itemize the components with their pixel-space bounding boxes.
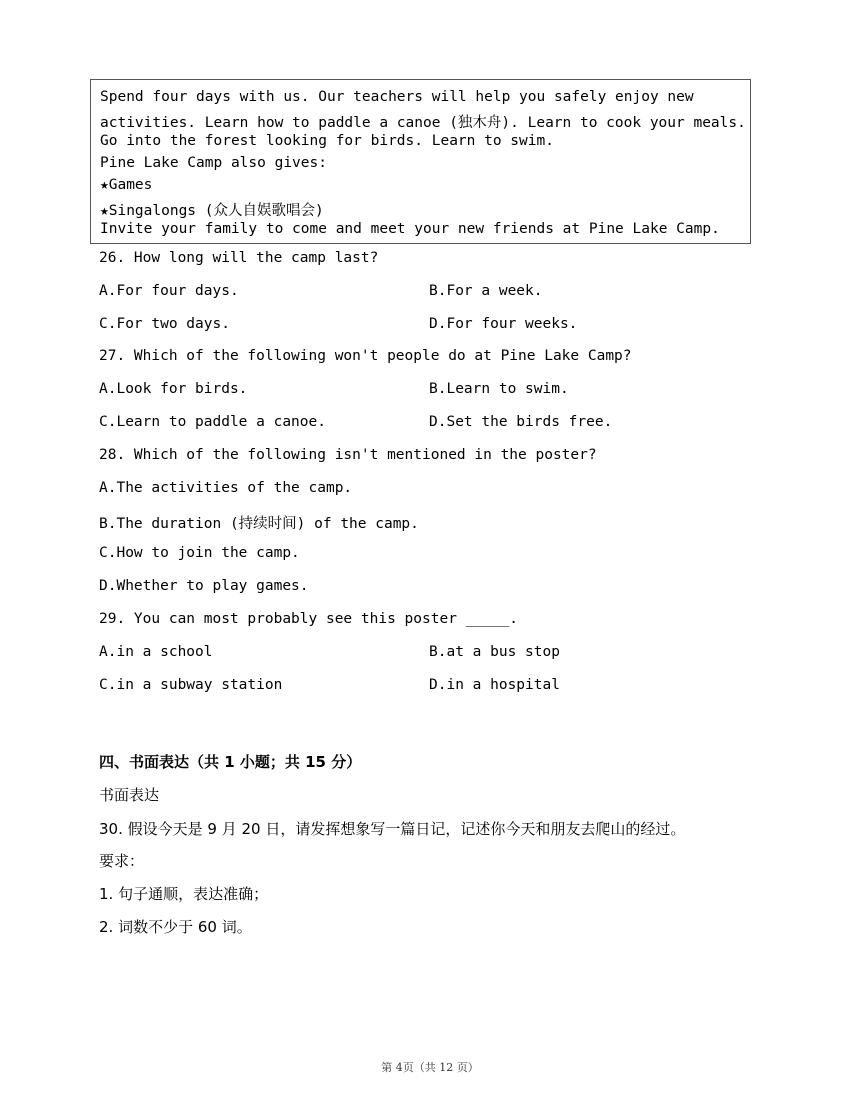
passage-line: Go into the forest looking for birds. Learn to swim. [100, 133, 554, 149]
q28-option-b: B.The duration (持续时间) of the camp. [99, 516, 419, 532]
writing-prompt: 30. 假设今天是 9 月 20 日，请发挥想象写一篇日记，记述你今天和朋友去爬山的经过。 [99, 820, 686, 838]
requirement-item: 1. 句子通顺，表达准确； [99, 885, 269, 903]
q26-option-b: B.For a week. [429, 283, 543, 299]
q27-option-b: B.Learn to swim. [429, 381, 569, 397]
section-title: 四、书面表达（共 1 小题；共 15 分） [99, 753, 362, 771]
q27-option-c: C.Learn to paddle a canoe. [99, 414, 326, 430]
q27-option-d: D.Set the birds free. [429, 414, 613, 430]
q29-option-d: D.in a hospital [429, 677, 560, 693]
question-26-stem: 26. How long will the camp last? [99, 250, 379, 266]
q26-option-c: C.For two days. [99, 316, 230, 332]
q29-option-b: B.at a bus stop [429, 644, 560, 660]
requirement-item: 2. 词数不少于 60 词。 [99, 918, 252, 936]
q26-option-a: A.For four days. [99, 283, 239, 299]
passage-line: ★Singalongs (众人自娱歌唱会) [100, 203, 324, 219]
q29-option-a: A.in a school [99, 644, 213, 660]
page-footer: 第 4页（共 12 页） [381, 1061, 479, 1074]
passage-line: activities. Learn how to paddle a canoe (独木舟). Learn to cook your meals. [100, 115, 746, 131]
requirements-label: 要求： [99, 852, 145, 870]
passage-line: Spend four days with us. Our teachers will help you safely enjoy new [100, 89, 694, 105]
q28-option-c: C.How to join the camp. [99, 545, 300, 561]
q27-option-a: A.Look for birds. [99, 381, 248, 397]
q29-option-c: C.in a subway station [99, 677, 283, 693]
q28-option-a: A.The activities of the camp. [99, 480, 353, 496]
q26-option-d: D.For four weeks. [429, 316, 578, 332]
q28-option-d: D.Whether to play games. [99, 578, 309, 594]
passage-line: Invite your family to come and meet your new friends at Pine Lake Camp. [100, 221, 720, 237]
passage-line: ★Games [100, 177, 153, 193]
question-27-stem: 27. Which of the following won't people do at Pine Lake Camp? [99, 348, 632, 364]
passage-line: Pine Lake Camp also gives: [100, 155, 327, 171]
passage-box [90, 79, 751, 244]
question-29-stem: 29. You can most probably see this poster _____. [99, 611, 519, 627]
question-28-stem: 28. Which of the following isn't mentioned in the poster? [99, 447, 597, 463]
section-subtitle: 书面表达 [99, 786, 160, 804]
